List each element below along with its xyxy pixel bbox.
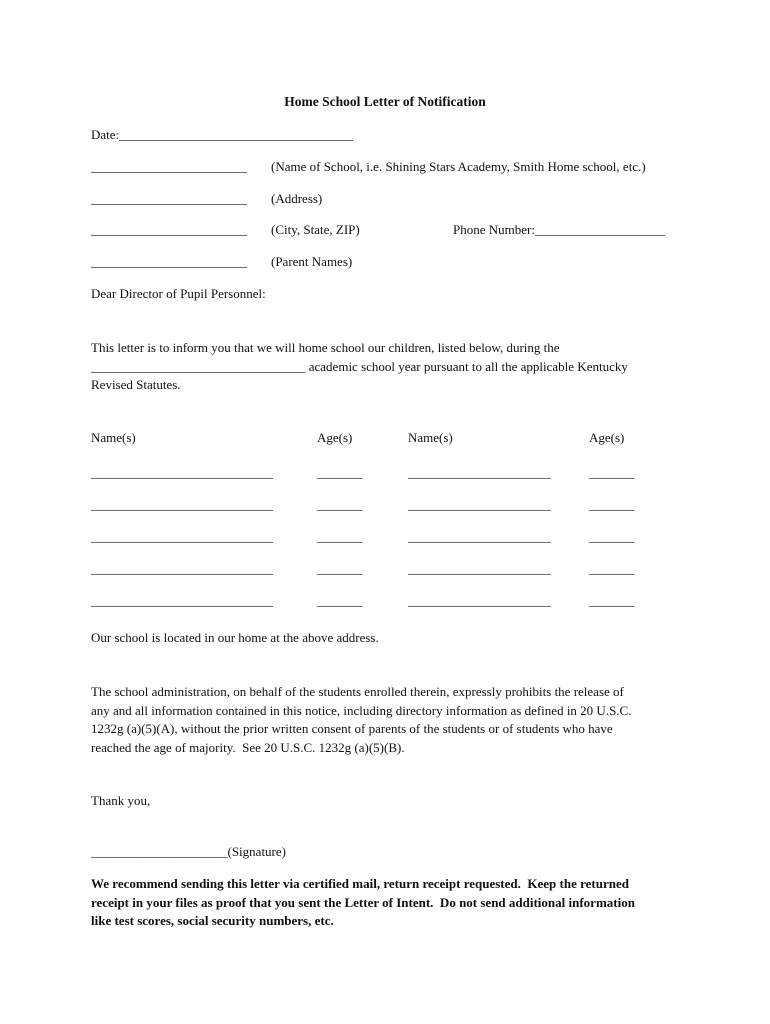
address-blank[interactable]: ________________________ bbox=[91, 191, 247, 206]
ages-header-left: Age(s) bbox=[317, 430, 353, 445]
child-name-field[interactable]: ______________________ bbox=[408, 561, 551, 576]
address-label: (Address) bbox=[271, 191, 323, 206]
phone-number-field[interactable]: Phone Number:____________________ bbox=[453, 222, 665, 237]
names-header-left: Name(s) bbox=[91, 430, 136, 445]
child-name-field[interactable]: ____________________________ bbox=[91, 529, 273, 544]
intro-line: Revised Statutes. bbox=[91, 377, 181, 393]
privacy-line: The school administration, on behalf of the students enrolled therein, expressly prohibits the release of bbox=[91, 684, 624, 699]
mailing-note bbox=[91, 875, 691, 931]
school-name-label: (Name of School, i.e. Shining Stars Academy, Smith Home school, etc.) bbox=[271, 159, 646, 174]
city-state-zip-label: (City, State, ZIP) bbox=[271, 222, 360, 237]
parent-names-blank[interactable]: ________________________ bbox=[91, 254, 247, 269]
salutation: Dear Director of Pupil Personnel: bbox=[91, 286, 266, 301]
child-age-field[interactable]: _______ bbox=[317, 465, 363, 480]
child-age-field[interactable]: _______ bbox=[589, 593, 635, 608]
intro-line: This letter is to inform you that we will home school our children, listed below, during the bbox=[91, 340, 560, 355]
child-name-field[interactable]: ______________________ bbox=[408, 593, 551, 608]
location-text: Our school is located in our home at the above address. bbox=[91, 630, 379, 645]
note-line: receipt in your files as proof that you sent the Letter of Intent. Do not send additional information bbox=[91, 894, 635, 910]
school-name-blank[interactable]: ________________________ bbox=[91, 159, 247, 174]
child-name-field[interactable]: ______________________ bbox=[408, 529, 551, 544]
child-age-field[interactable]: _______ bbox=[589, 561, 635, 576]
intro-paragraph bbox=[91, 339, 691, 395]
privacy-line: 1232g (a)(5)(A), without the prior written consent of parents of the students or of students who have bbox=[91, 721, 613, 737]
child-name-field[interactable]: ______________________ bbox=[408, 497, 551, 512]
note-line: We recommend sending this letter via certified mail, return receipt requested. Keep the returned bbox=[91, 876, 629, 891]
names-header-right: Name(s) bbox=[408, 430, 453, 445]
note-line: like test scores, social security numbers, etc. bbox=[91, 913, 334, 929]
child-age-field[interactable]: _______ bbox=[317, 561, 363, 576]
intro-line[interactable]: _________________________________ academic school year pursuant to all the applicable Kentucky bbox=[91, 358, 628, 374]
child-age-field[interactable]: _______ bbox=[589, 465, 635, 480]
parent-names-label: (Parent Names) bbox=[271, 254, 353, 269]
date-field[interactable]: Date:____________________________________ bbox=[91, 127, 354, 142]
privacy-line: reached the age of majority. See 20 U.S.C. 1232g (a)(5)(B). bbox=[91, 739, 405, 755]
child-name-field[interactable]: ____________________________ bbox=[91, 465, 273, 480]
child-age-field[interactable]: _______ bbox=[589, 497, 635, 512]
privacy-paragraph bbox=[91, 683, 691, 757]
child-name-field[interactable]: ____________________________ bbox=[91, 593, 273, 608]
city-state-zip-blank[interactable]: ________________________ bbox=[91, 222, 247, 237]
child-age-field[interactable]: _______ bbox=[589, 529, 635, 544]
child-name-field[interactable]: ____________________________ bbox=[91, 497, 273, 512]
signature-field[interactable]: _____________________(Signature) bbox=[91, 844, 286, 859]
child-name-field[interactable]: ______________________ bbox=[408, 465, 551, 480]
child-name-field[interactable]: ____________________________ bbox=[91, 561, 273, 576]
child-age-field[interactable]: _______ bbox=[317, 593, 363, 608]
ages-header-right: Age(s) bbox=[589, 430, 625, 445]
child-age-field[interactable]: _______ bbox=[317, 497, 363, 512]
privacy-line: any and all information contained in this notice, including directory information as defined in 20 U.S.C. bbox=[91, 702, 632, 718]
page-title: Home School Letter of Notification bbox=[284, 94, 486, 109]
closing: Thank you, bbox=[91, 793, 151, 808]
child-age-field[interactable]: _______ bbox=[317, 529, 363, 544]
